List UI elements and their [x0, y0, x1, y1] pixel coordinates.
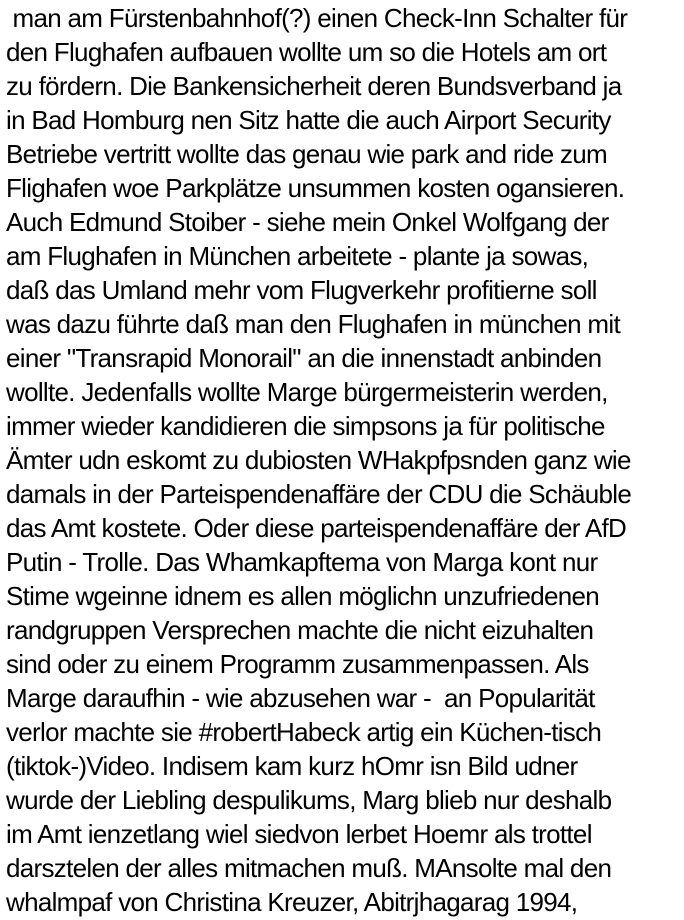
- text-line: wurde der Liebling despulikums, Marg blieb nur deshalb: [6, 785, 612, 815]
- text-line: immer wieder kandidieren die simpsons ja für politische: [6, 411, 605, 441]
- text-line: man am Fürstenbahnhof(?) einen Check-Inn Schalter für: [6, 3, 628, 33]
- text-line: in Bad Homburg nen Sitz hatte die auch Airport Security: [6, 105, 611, 135]
- text-line: damals in der Parteispendenaffäre der CDU die Schäuble: [6, 479, 632, 509]
- text-line: wollte. Jedenfalls wollte Marge bürgermeisterin werden,: [6, 377, 608, 407]
- document-text: [6, 1, 684, 919]
- text-line: Stime wgeinne idnem es allen möglichn unzufriedenen: [6, 581, 600, 611]
- text-line: Ämter udn eskomt zu dubiosten WHakpfpsnden ganz wie: [6, 445, 631, 475]
- text-line: zu fördern. Die Bankensicherheit deren Bundsverband ja: [6, 71, 622, 101]
- text-line: Auch Edmund Stoiber - siehe mein Onkel Wolfgang der: [6, 207, 609, 237]
- text-line: was dazu führte daß man den Flughafen in münchen mit: [6, 309, 620, 339]
- text-line: im Amt ienzetlang wiel siedvon lerbet Hoemr als trottel: [6, 819, 592, 849]
- text-line: Betriebe vertritt wollte das genau wie park and ride zum: [6, 139, 608, 169]
- text-line: darsztelen der alles mitmachen muß. MAnsolte mal den: [6, 853, 612, 883]
- text-line: sind oder zu einem Programm zusammenpassen. Als: [6, 649, 589, 679]
- text-line: Putin - Trolle. Das Whamkapftema von Marga kont nur: [6, 547, 598, 577]
- text-line: am Flughafen in München arbeitete - plante ja sowas,: [6, 241, 589, 271]
- text-line: einer "Transrapid Monorail" an die innenstadt anbinden: [6, 343, 602, 373]
- text-line: Flighafen woe Parkplätze unsummen kosten ogansieren.: [6, 173, 625, 203]
- text-line: den Flughafen aufbauen wollte um so die Hotels am ort: [6, 37, 607, 67]
- text-line: (tiktok-)Video. Indisem kam kurz hOmr isn Bild udner: [6, 751, 578, 781]
- text-line: daß das Umland mehr vom Flugverkehr profitierne soll: [6, 275, 597, 305]
- text-line: Marge daraufhin - wie abzusehen war - an Popularität: [6, 683, 595, 713]
- text-line: verlor machte sie #robertHabeck artig ein Küchen-tisch: [6, 717, 602, 747]
- text-line: das Amt kostete. Oder diese parteispendenaffäre der AfD: [6, 513, 627, 543]
- text-line: whalmpaf von Christina Kreuzer, Abitrjhagarag 1994,: [6, 887, 578, 917]
- text-line: randgruppen Versprechen machte die nicht eizuhalten: [6, 615, 594, 645]
